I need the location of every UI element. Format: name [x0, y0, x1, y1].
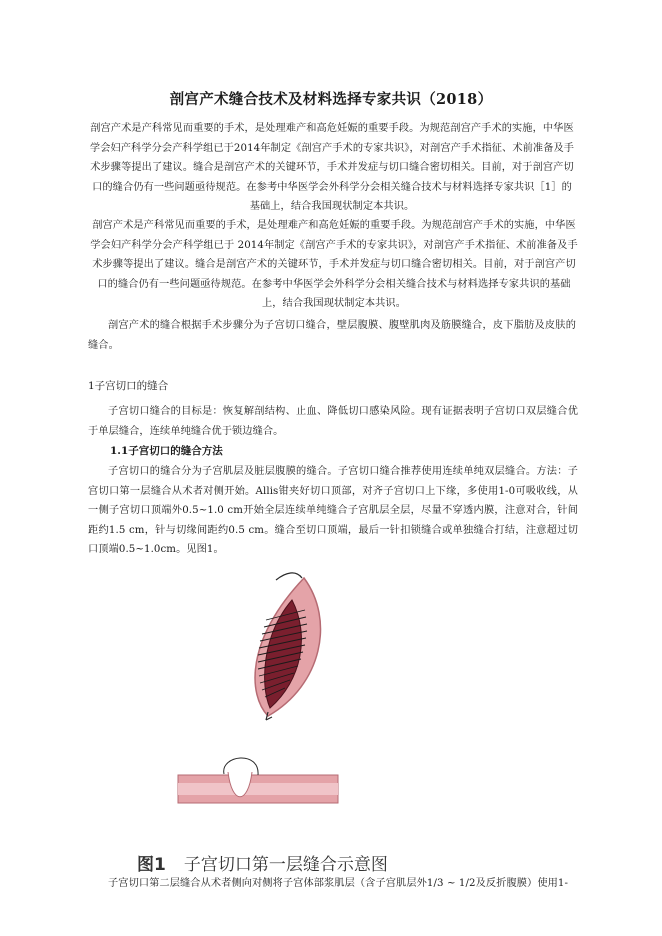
abstract-paragraph: 剖宫产术是产科常见而重要的手术，是处理难产和高危妊娠的重要手段。为规范剖宫产手术的实施，中华医学会妇产科学分会产科学组已于2014年制定《剖宫产手术的专家共识》，对剖宫产手术指征、术前准备及手术步骤等提出了建议。缝合是剖宫产术的关键环节，手术并发症与切口缝合密切相关。目前，对于剖宫产切口的缝合仍有一些问题亟待规范。在参考中华医学会外科学分会相关缝合技术与材料选择专家共识［1］的基础上，结合我国现状制定本共识。	[89, 123, 575, 213]
figure-caption-text: 子宫切口第一层缝合示意图	[183, 855, 388, 875]
section-heading: 1子宫切口的缝合	[88, 380, 169, 392]
section-paragraph: 子宫切口缝合的目标是：恢复解剖结构、止血、降低切口感染风险。现有证据表明子宫切口双层缝合优于单层缝合，连续单纯缝合优于锁边缝合。	[88, 406, 578, 437]
figure-caption	[137, 850, 388, 875]
suture-thread	[276, 573, 302, 580]
figure-number: 图1	[137, 855, 166, 875]
document-title: 剖宫产术缝合技术及材料选择专家共识（2018）	[169, 91, 493, 108]
subsection-heading: 1.1子宫切口的缝合方法	[110, 445, 223, 457]
uterine-incision-diagram	[120, 560, 540, 860]
continued-paragraph: 子宫切口第二层缝合从术者侧向对侧将子宫体部浆肌层（含子宫肌层外1/3 ~ 1/2及反折腹膜）使用1-	[108, 878, 569, 889]
intro-paragraph: 剖宫产术的缝合根据手术步骤分为子宫切口缝合，壁层腹膜、腹壁肌肉及筋膜缝合，皮下脂肪及皮肤的缝合。	[88, 320, 576, 351]
suture-illustration	[120, 560, 540, 880]
subsection-paragraph: 子宫切口的缝合分为子宫肌层及脏层腹膜的缝合。子宫切口缝合推荐使用连续单纯双层缝合。方法：子宫切口第一层缝合从术者对侧开始。Allis钳夹好切口顶部，对齐子宫切口上下缘，多使用1-0可吸收线，从一侧子宫切口顶端外0.5~1.0 cm开始全层连续单纯缝合子宫肌层全层，尽量不穿透内膜，注意对合，针间距约1.5 cm，针与切缘间距约0.5 cm。缝合至切口顶端，最后一针扣锁缝合或单独缝合打结，注意超过切口顶端0.5~1.0cm。见图1。	[88, 466, 578, 556]
abstract-paragraph-repeat: 剖宫产术是产科常见而重要的手术，是处理难产和高危妊娠的重要手段。为规范剖宫产手术的实施，中华医学会妇产科学分会产科学组已于 2014年制定《剖宫产手术的专家共识》，对剖宫产手术指征、术前准备及手术步骤等提出了建议。缝合是剖宫产术的关键环节，手术并发症与切口缝合密切相关。目前，对于剖宫产切口的缝合仍有一些问题亟待规范。在参考中华医学会外科学分会相关缝合技术与材料选择专家共识的基础上，结合我国现状制定本共识。	[90, 220, 578, 310]
uterine-wall-cross-section	[178, 758, 338, 803]
